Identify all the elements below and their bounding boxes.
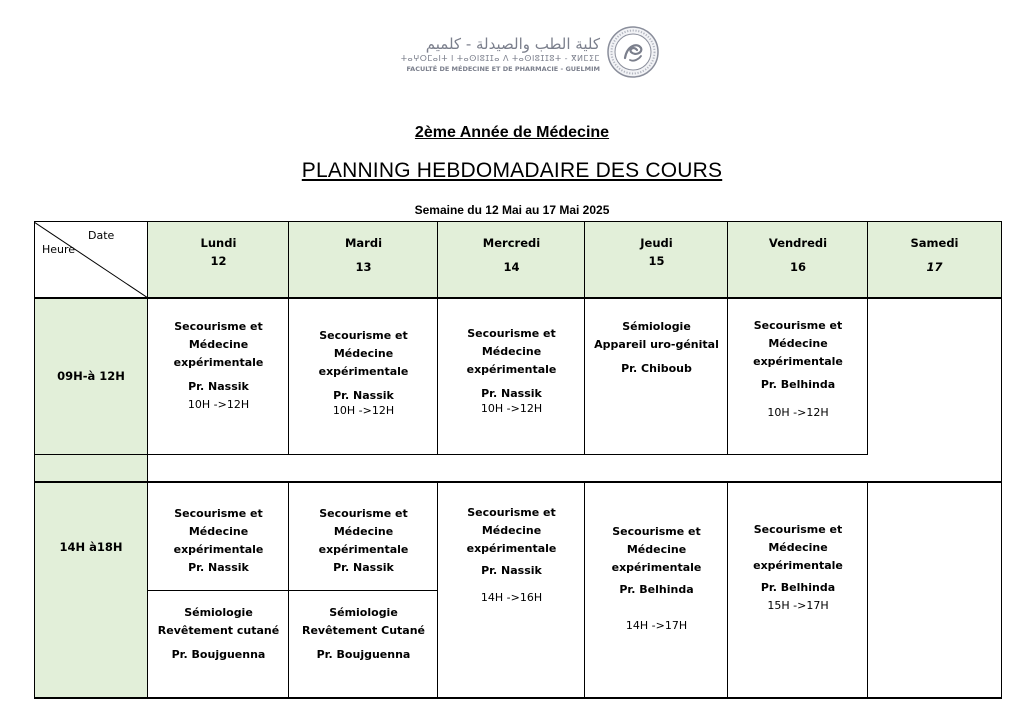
professor: Pr. Chiboub [621,362,692,375]
course-time: 10H ->12H [767,406,829,419]
course-line: Sémiologie [329,606,398,619]
grid-line [147,221,148,699]
grid-line [584,482,585,699]
corner-date-label: Date [88,229,115,242]
slot-afternoon [34,482,148,698]
grid-line [288,221,289,455]
course-line: expérimentale [466,363,557,376]
course-time: 15H ->17H [767,599,829,612]
day-name: Jeudi [640,236,673,250]
afternoon-vendredi-course [728,521,868,615]
grid-line [288,482,289,699]
course-line: Secourisme et [319,329,408,342]
day-header-jeudi [585,222,728,298]
course-line: expérimentale [318,543,409,556]
professor: Pr. Nassik [333,561,394,574]
course-line: expérimentale [611,561,702,574]
grid-line [148,454,868,455]
course-line: expérimentale [318,365,409,378]
professor: Pr. Nassik [188,380,249,393]
page-subtitle: PLANNING HEBDOMADAIRE DES COURS [301,159,723,182]
day-header-lundi [148,222,289,298]
grid-line [437,221,438,455]
grid-line [34,221,1002,222]
professor: Pr. Boujguenna [171,648,266,661]
course-line: Médecine [188,525,249,538]
day-name: Vendredi [768,236,828,250]
day-name: Mercredi [482,236,541,250]
course-line: Médecine [626,543,687,556]
day-header-mardi [289,222,438,298]
grid-line [34,697,1002,699]
morning-vendredi-course [728,317,868,422]
course-line: Sémiologie [622,320,691,333]
grid-line [1001,221,1002,699]
logo-arabic: كلية الطب والصيدلة - كلميم [425,35,600,53]
day-number: 12 [210,254,227,268]
logo-tifinagh: ⵜⴰⵖⵔⵎⴰⵏⵜ ⵏ ⵜⴰⵙⵏⵓⵊⵊⴰ ⴷ ⵜⴰⵙⵏⵓⵊⵊⵓⵜ - ⴳⵍⵎⵉⵎ [400,54,600,63]
day-number: 13 [355,260,372,274]
course-line: Secourisme et [467,327,556,340]
afternoon-mercredi-course [438,504,585,607]
course-line: Médecine [188,338,249,351]
grid-line [148,590,438,591]
day-name: Samedi [910,236,959,250]
grid-line [584,221,585,455]
grid-line [437,482,438,699]
grid-line [34,221,35,699]
grid-line [34,454,148,455]
course-line: Revêtement cutané [157,624,280,637]
course-line: expérimentale [466,542,557,555]
professor: Pr. Nassik [481,387,542,400]
slot-afternoon-label: 14H à18H [59,540,123,554]
day-number: 16 [789,260,806,274]
day-header-mercredi [438,222,585,298]
course-line: Médecine [333,525,394,538]
course-time: 10H ->12H [187,398,250,411]
afternoon-mardi-course-1 [289,505,438,577]
course-line: Secourisme et [174,320,263,333]
course-line: Appareil uro-génital [594,338,719,351]
morning-jeudi-course [585,318,728,378]
course-line: expérimentale [173,356,264,369]
morning-mardi-course [289,327,438,420]
corner-cell [34,222,148,298]
course-time: 10H ->12H [480,402,543,415]
course-line: Médecine [481,524,542,537]
afternoon-lundi-course-2 [148,604,289,664]
morning-lundi-course [148,318,289,414]
morning-mercredi-course [438,325,585,418]
slot-morning-label: 09H-à 12H [57,369,125,383]
day-name: Lundi [200,236,237,250]
day-number: 14 [503,260,520,274]
professor: Pr. Nassik [188,561,249,574]
course-line: Médecine [481,345,542,358]
professor: Pr. Nassik [481,564,542,577]
grid-line [867,221,868,455]
course-line: Secourisme et [753,523,843,536]
course-line: Médecine [768,541,828,554]
grid-line [727,482,728,699]
course-line: Secourisme et [467,506,556,519]
faculty-seal-icon [607,26,659,78]
professor: Pr. Boujguenna [316,648,411,661]
professor: Pr. Belhinda [619,583,694,596]
course-line: Secourisme et [612,525,701,538]
afternoon-mardi-course-2 [289,604,438,664]
course-line: Revêtement Cutané [302,624,425,637]
professor: Pr. Nassik [333,389,394,402]
day-header-samedi [868,222,1001,298]
day-number: 15 [648,254,665,268]
course-line: Médecine [768,337,828,350]
course-line: Médecine [333,347,394,360]
course-line: Secourisme et [319,507,408,520]
day-header-vendredi [728,222,868,298]
logo-french: FACULTÉ DE MÉDECINE ET DE PHARMACIE - GUELMIM [406,65,600,73]
course-time: 10H ->12H [332,404,395,417]
professor: Pr. Belhinda [760,581,836,594]
week-label: Semaine du 12 Mai au 17 Mai 2025 [414,203,610,217]
break-row-label [34,454,148,482]
slot-morning [34,298,148,454]
grid-line [34,297,1002,299]
course-time: 14H ->16H [480,591,543,604]
course-time: 14H ->17H [625,619,688,632]
course-line: Secourisme et [753,319,843,332]
grid-line [867,482,868,699]
afternoon-jeudi-course [585,523,728,635]
page-title: 2ème Année de Médecine [414,124,610,141]
course-line: expérimentale [753,559,843,572]
course-line: expérimentale [173,543,264,556]
course-line: expérimentale [753,355,843,368]
day-number: 17 [926,260,943,274]
course-line: Sémiologie [184,606,253,619]
day-name: Mardi [344,236,383,250]
afternoon-lundi-course-1 [148,505,289,577]
faculty-logo-text [350,36,600,74]
course-line: Secourisme et [174,507,263,520]
grid-line [727,221,728,455]
grid-line [34,481,1002,483]
professor: Pr. Belhinda [760,378,836,391]
corner-heure-label: Heure [42,243,76,256]
